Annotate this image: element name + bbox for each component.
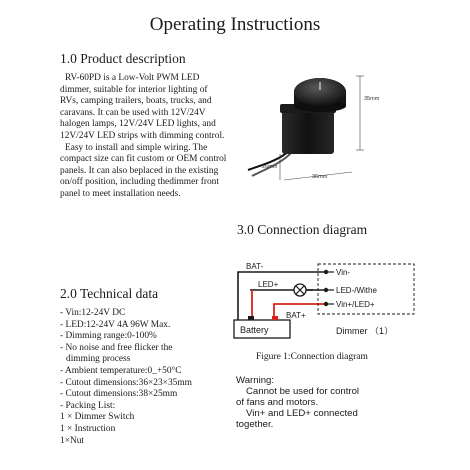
description-paragraph-2: Easy to install and simple wiring. The compact size can fit custom or OEM control panels. It can also beplaced in the existing on/off position, including thedimmer front panel to meet installation needs. bbox=[60, 142, 227, 199]
label-battery: Battery bbox=[240, 325, 269, 335]
spec-line: - No noise and free flicker the bbox=[60, 342, 173, 353]
width-dimension-label: 36mm bbox=[312, 174, 328, 180]
label-bat-plus: BAT+ bbox=[286, 311, 306, 320]
figure-caption: Figure 1:Connection diagram bbox=[256, 352, 368, 362]
label-led-minus: LED-/Withe bbox=[336, 286, 377, 295]
label-dimmer: Dimmer （1） bbox=[336, 326, 394, 336]
label-vin-minus: Vin- bbox=[336, 268, 351, 277]
packing-item: 1×Nut bbox=[60, 435, 85, 446]
description-paragraph-1: RV-60PD is a Low-Volt PWM LED dimmer, suitable for interior lighting of RVs, camping trailers, boats, trucks, and caravans. It can be used with 12V/24V halogen lamps, 12V/24V LED lights, and 12V/24V LED strips with dimming control. bbox=[60, 73, 225, 141]
spec-line: - Cutout dimensions:36×23×35mm bbox=[60, 377, 192, 388]
spec-line: - Vin:12-24V DC bbox=[60, 308, 126, 318]
connection-diagram-heading: 3.0 Connection diagram bbox=[237, 222, 368, 237]
height-dimension-label: 35mm bbox=[364, 96, 380, 102]
warning-block bbox=[236, 375, 386, 430]
warning-line-4: together. bbox=[236, 419, 274, 430]
product-description-text bbox=[60, 73, 228, 201]
warning-line-3: Vin+ and LED+ connected bbox=[246, 408, 358, 419]
spec-line: - Packing List: bbox=[60, 400, 116, 411]
spec-line: - LED:12-24V 4A 96W Max. bbox=[60, 319, 171, 330]
product-description-heading: 1.0 Product description bbox=[60, 51, 186, 66]
battery-terminal-positive bbox=[272, 316, 278, 320]
warning-line-1: Cannot be used for control bbox=[246, 386, 360, 397]
wire-bat-minus bbox=[238, 272, 324, 322]
warning-title: Warning: bbox=[236, 375, 275, 386]
spec-line: - Dimming range:0-100% bbox=[60, 331, 157, 342]
dimmer-body bbox=[282, 110, 334, 154]
warning-line-2: of fans and motors. bbox=[236, 397, 319, 408]
page-title: Operating Instructions bbox=[149, 14, 321, 35]
battery-terminal-negative bbox=[248, 316, 254, 320]
spec-line: - Cutout dimensions:38×25mm bbox=[60, 389, 178, 400]
label-vin-plus: Vin+/LED+ bbox=[336, 300, 375, 309]
spec-line: - Ambient temperature:0_+50°C bbox=[60, 365, 182, 376]
packing-item: 1 × Dimmer Switch bbox=[60, 412, 135, 423]
connection-diagram bbox=[230, 252, 420, 347]
product-photo bbox=[240, 70, 390, 190]
label-bat-minus: BAT- bbox=[246, 262, 264, 271]
label-led-plus: LED+ bbox=[258, 280, 279, 289]
spec-line: dimming process bbox=[66, 354, 131, 365]
packing-item: 1 × Instruction bbox=[60, 423, 116, 434]
technical-data-heading: 2.0 Technical data bbox=[60, 286, 159, 301]
technical-data-list bbox=[60, 308, 192, 447]
depth-dimension-label: 26mm bbox=[262, 164, 278, 170]
